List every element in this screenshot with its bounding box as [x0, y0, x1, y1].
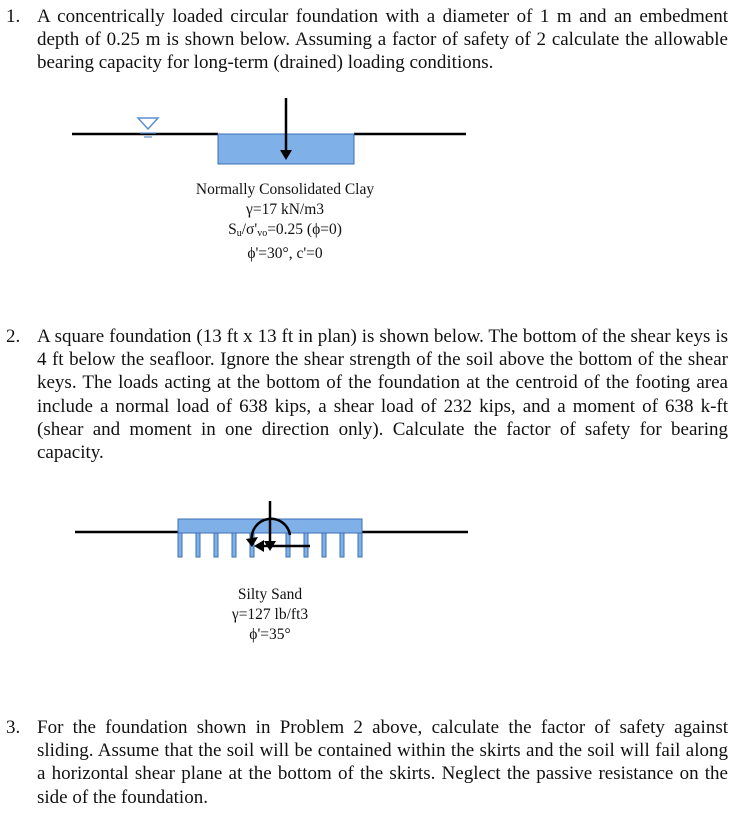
problem-3: [6, 716, 728, 809]
problem-1-text: A concentrically loaded circular foundation with a diameter of 1 m and an embedment depth of 0.25 m is shown below. Assuming a factor of safety of 2 calculate the allowable bearing capacity for long-term (drained) loading conditions.: [37, 6, 728, 74]
shear-load-arrow-head: [254, 540, 264, 552]
problem-2-number: 2.: [6, 326, 21, 347]
figure-2-square-foundation: [0, 495, 743, 575]
figure-1-drawing: [0, 90, 743, 180]
problem-1-number: 1.: [6, 6, 21, 27]
figure-1-soil-properties: [170, 180, 400, 264]
unit-weight: γ=17 kN/m3: [245, 201, 325, 218]
problem-3-text: For the foundation shown in Problem 2 above, calculate the factor of safety against sliding. Assume that the soil will be contained within the skirts and the soil will fail along a horizontal shear plane at the bottom of the skirts. Neglect the passive resistance on the side of the foundation.: [37, 717, 728, 808]
problem-1: [6, 5, 728, 75]
problem-3-number: 3.: [6, 717, 21, 738]
figure-1-circular-foundation: [0, 90, 743, 180]
friction-angle: ϕ'=30°, c'=0: [247, 245, 323, 262]
strength-ratio: $S_u/\sigma'_{vo}=0.25$ (ϕ=0): [228, 221, 342, 239]
soil-name: Normally Consolidated Clay: [195, 181, 375, 198]
friction-angle: ϕ'=35°: [249, 626, 291, 643]
unit-weight: γ=127 lb/ft3: [231, 606, 309, 623]
problem-2: [6, 325, 728, 464]
figure-2-drawing: [0, 495, 743, 575]
figure-2-soil-properties: [170, 585, 370, 645]
soil-name: Silty Sand: [237, 586, 303, 603]
problem-2-text: A square foundation (13 ft x 13 ft in plan) is shown below. The bottom of the shear keys is 4 ft below the seafloor. Ignore the shear strength of the soil above the bottom of the shear keys. The loads acting at the bottom of the foundation at the centroid of the footing area include a normal load of 638 kips, a shear load of 232 kips, and a moment of 638 k-ft (shear and moment in one direction only). Calculate the factor of safety for bearing capacity.: [37, 326, 728, 464]
